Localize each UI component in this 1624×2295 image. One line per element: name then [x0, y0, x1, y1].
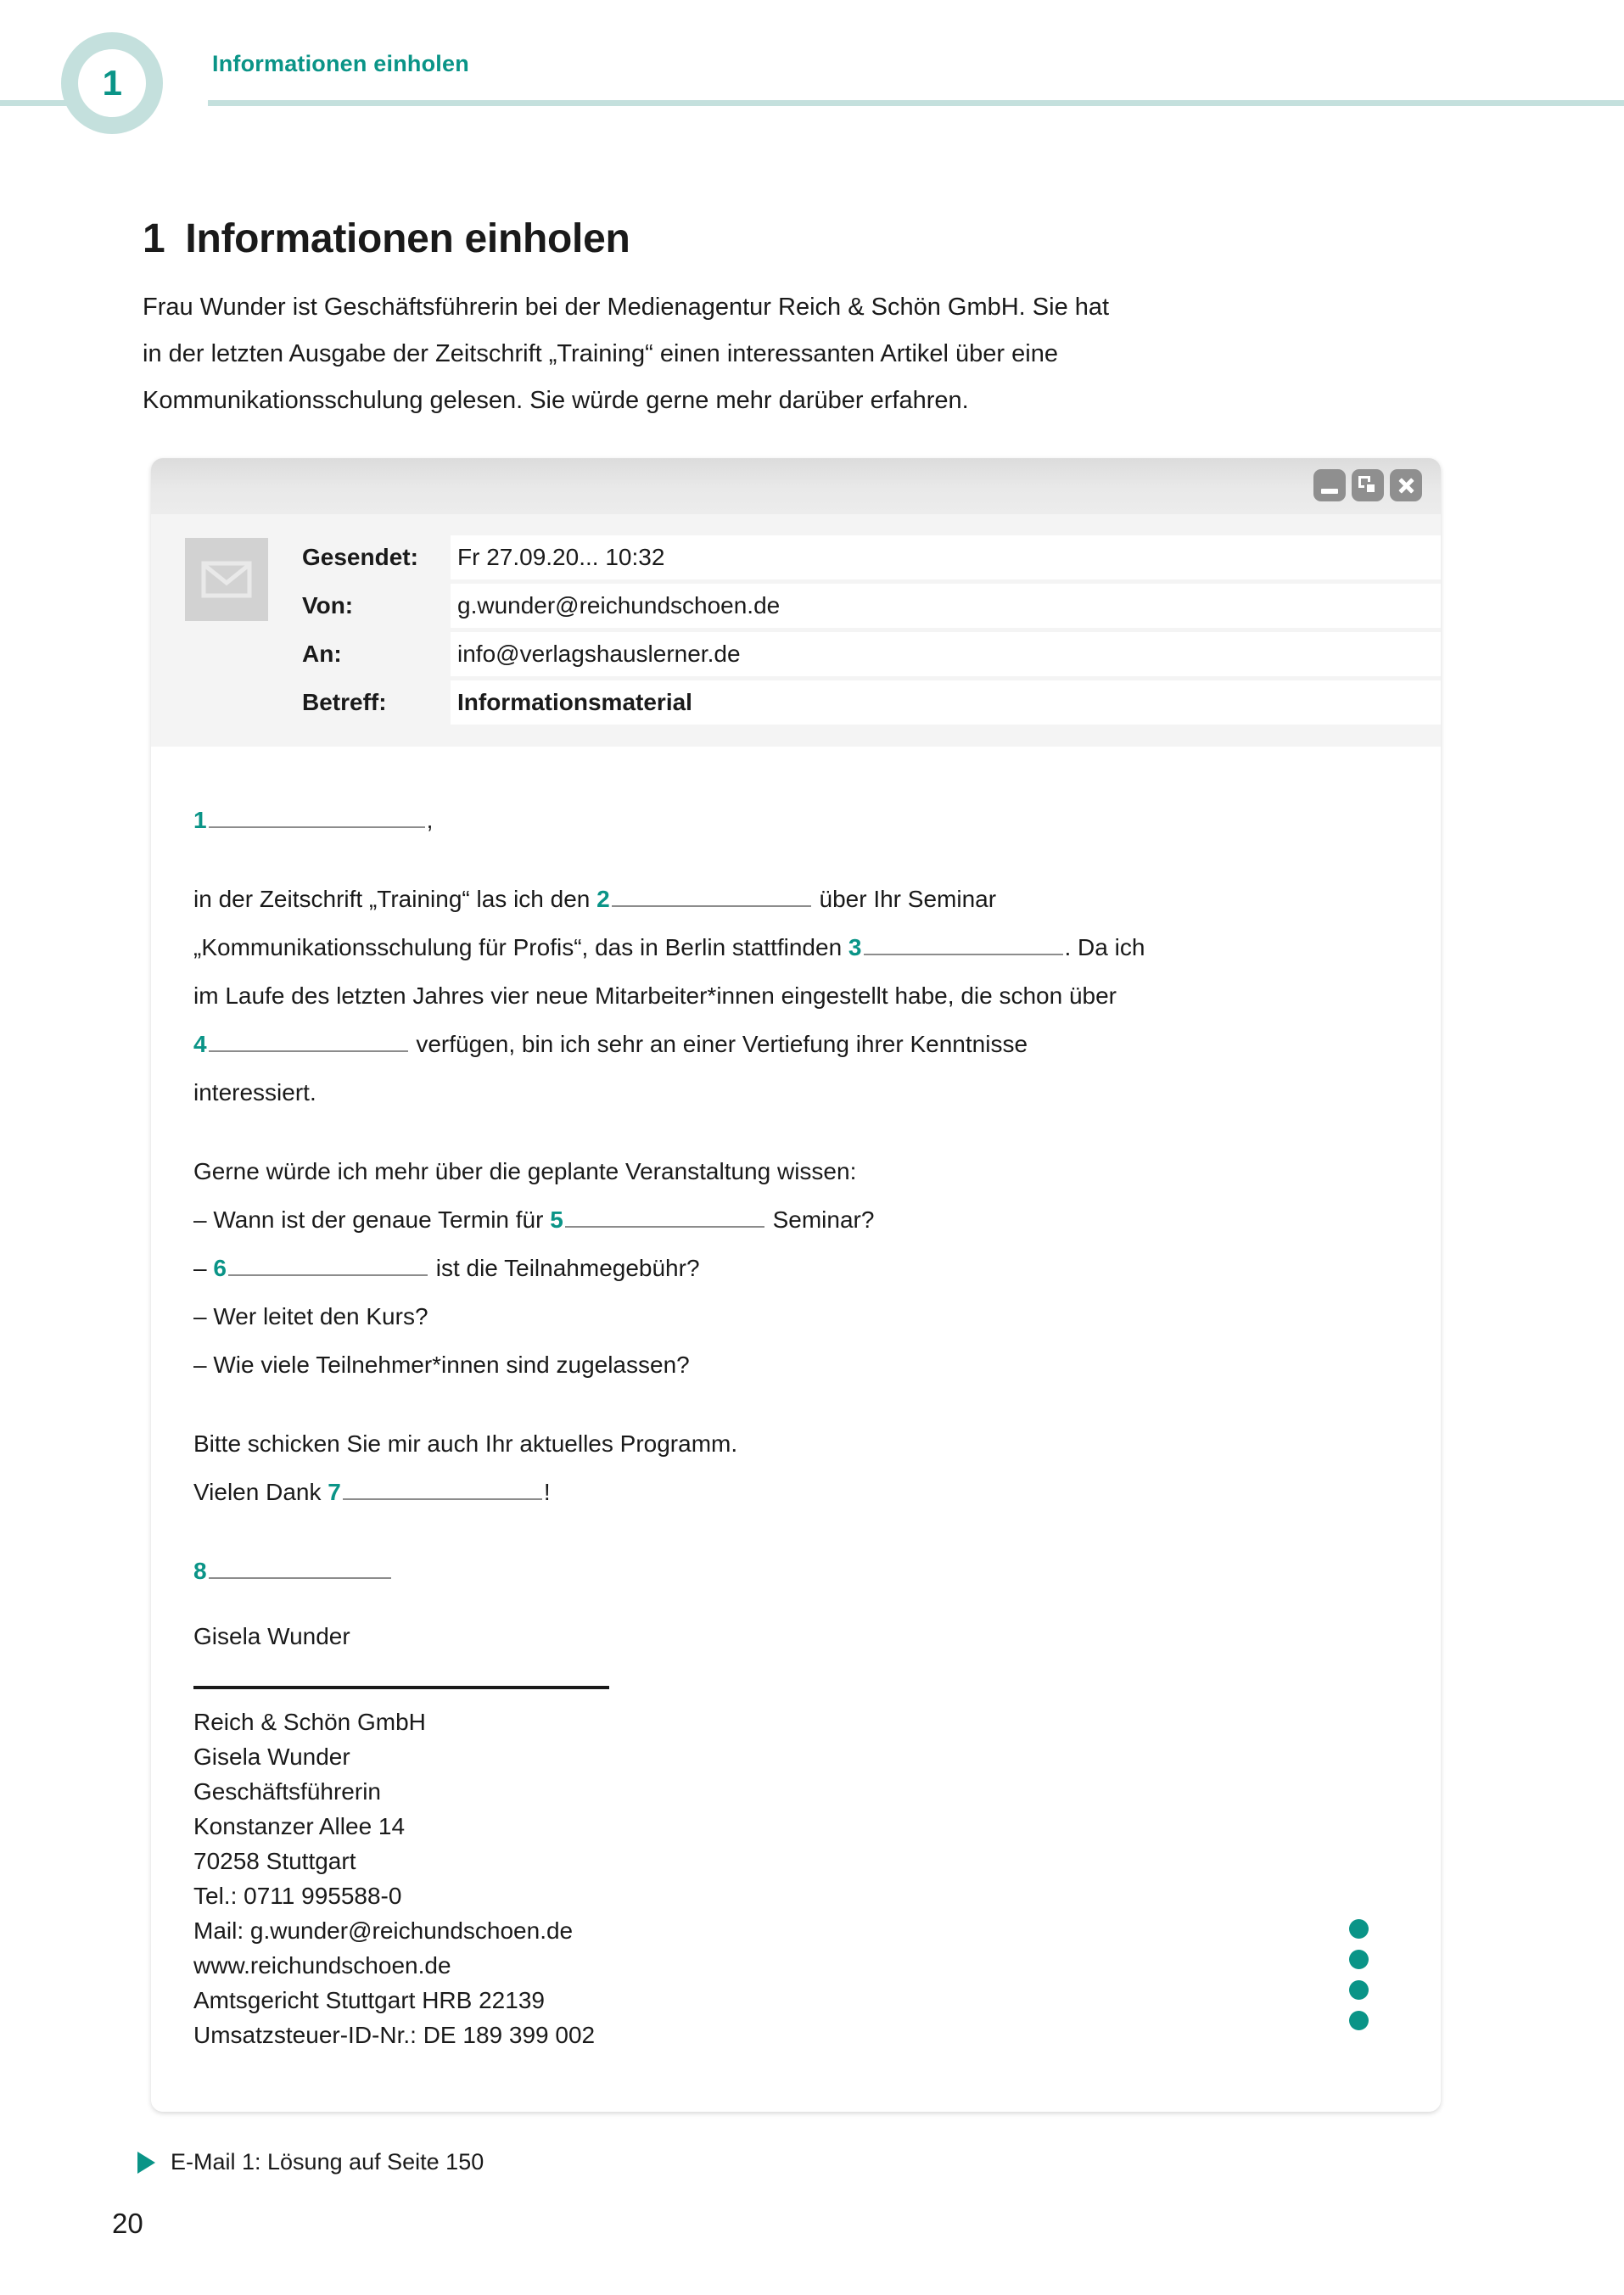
salutation-comma: ,	[426, 807, 434, 833]
dot-icon	[1349, 1980, 1369, 2000]
field-value-betreff[interactable]: Informationsmaterial	[451, 680, 1441, 725]
email-window	[151, 458, 1441, 2112]
answer-blank-8[interactable]	[209, 1557, 391, 1579]
intro-line-1: Frau Wunder ist Geschäftsführerin bei der Medienagentur Reich & Schön GmbH. Sie hat	[143, 294, 1110, 321]
email-field-row	[302, 581, 1441, 630]
body-text-1b: über Ihr Seminar	[819, 886, 997, 912]
question-1b: Seminar?	[772, 1206, 875, 1233]
page-title-number: 1	[143, 216, 165, 262]
page-number: 20	[112, 2208, 143, 2239]
body-text-2b: . Da ich	[1064, 934, 1145, 960]
email-field-row	[302, 678, 1441, 726]
blank-number-7: 7	[328, 1479, 341, 1505]
signature-line: Amtsgericht Stuttgart HRB 22139	[193, 1987, 545, 2013]
signature-line: Umsatzsteuer-ID-Nr.: DE 189 399 002	[193, 2022, 596, 2048]
spacer	[193, 1595, 1390, 1612]
running-head-rule-right	[208, 100, 1624, 106]
blank-number-8: 8	[193, 1558, 207, 1584]
blank-number-5: 5	[550, 1206, 563, 1233]
page-title-text: Informationen einholen	[185, 216, 630, 262]
signature-line: Geschäftsführerin	[193, 1778, 381, 1805]
body-text-5: interessiert.	[193, 1079, 316, 1106]
spacer	[193, 1389, 1390, 1419]
question-2-dash: –	[193, 1255, 207, 1281]
caption-text: E-Mail 1: Lösung auf Seite 150	[171, 2149, 484, 2175]
signature-line: Tel.: 0711 995588-0	[193, 1883, 402, 1909]
signature-divider	[193, 1686, 609, 1689]
signature-line: Reich & Schön GmbH	[193, 1709, 426, 1735]
question-line-2	[193, 1244, 1390, 1292]
body-line-2	[193, 923, 1390, 971]
question-1a: – Wann ist der genaue Termin für	[193, 1206, 544, 1233]
email-field-row	[302, 630, 1441, 678]
question-line-4	[193, 1341, 1390, 1389]
spacer	[193, 844, 1390, 875]
body-text-4a: verfügen, bin ich sehr an einer Vertiefung ihrer Kenntnisse	[416, 1031, 1028, 1057]
spacer	[193, 1117, 1390, 1147]
blank-number-6: 6	[213, 1255, 227, 1281]
dot-icon	[1349, 1919, 1369, 1939]
caption	[137, 2149, 484, 2175]
closing-line-2	[193, 1468, 1390, 1516]
questions-intro-text: Gerne würde ich mehr über die geplante Veranstaltung wissen:	[193, 1158, 857, 1184]
signature-line: Mail: g.wunder@reichundschoen.de	[193, 1917, 574, 1944]
signoff-line	[193, 1547, 1390, 1595]
page-title	[143, 216, 630, 262]
field-label-betreff: Betreff:	[302, 688, 387, 715]
sender-name-text: Gisela Wunder	[193, 1623, 350, 1649]
intro-paragraph	[143, 284, 1441, 424]
signature-block	[193, 1708, 1390, 2049]
field-label-gesendet: Gesendet:	[302, 543, 418, 570]
signature-line: www.reichundschoen.de	[193, 1952, 451, 1979]
closing-text-2b: !	[543, 1479, 551, 1505]
body-text-2a: „Kommunikationsschulung für Profis“, das in Berlin stattfinden	[193, 934, 843, 960]
signature-line: Konstanzer Allee 14	[193, 1813, 406, 1839]
field-value-gesendet[interactable]: Fr 27.09.20... 10:32	[451, 535, 1441, 579]
blank-number-1: 1	[193, 807, 207, 833]
closing-text-2a: Vielen Dank	[193, 1479, 322, 1505]
body-text-1a: in der Zeitschrift „Training“ las ich den	[193, 886, 591, 912]
field-label-an: An:	[302, 640, 342, 667]
field-value-an[interactable]: info@verlagshauslerner.de	[451, 632, 1441, 676]
blank-number-4: 4	[193, 1031, 207, 1057]
sender-name	[193, 1612, 1390, 1660]
restore-icon[interactable]	[1352, 469, 1384, 501]
triangle-right-icon	[137, 2152, 155, 2174]
email-body	[151, 747, 1441, 2112]
signature-line: 70258 Stuttgart	[193, 1848, 356, 1874]
questions-intro	[193, 1147, 1390, 1195]
email-field-row	[302, 533, 1441, 581]
answer-blank-6[interactable]	[228, 1254, 428, 1276]
question-line-3	[193, 1292, 1390, 1341]
answer-blank-2[interactable]	[612, 885, 811, 907]
signature-line: Gisela Wunder	[193, 1744, 350, 1770]
body-line-5	[193, 1068, 1390, 1117]
closing-text-1: Bitte schicken Sie mir auch Ihr aktuelles Programm.	[193, 1430, 738, 1457]
question-2b: ist die Teilnahmegebühr?	[435, 1255, 700, 1281]
running-head	[0, 0, 1624, 161]
closing-line-1	[193, 1419, 1390, 1468]
dot-icon	[1349, 1950, 1369, 1969]
body-line-4	[193, 1020, 1390, 1068]
dot-icon	[1349, 2011, 1369, 2030]
spacer	[193, 1516, 1390, 1547]
decorative-dots	[1349, 1919, 1369, 2030]
email-body-text	[151, 796, 1441, 2049]
email-header-fields	[151, 514, 1441, 747]
blank-number-3: 3	[848, 934, 862, 960]
close-icon[interactable]	[1390, 469, 1422, 501]
chapter-badge	[61, 32, 163, 134]
body-line-1	[193, 875, 1390, 923]
question-line-1	[193, 1195, 1390, 1244]
answer-blank-7[interactable]	[343, 1478, 542, 1500]
field-label-von: Von:	[302, 591, 354, 619]
salutation-line	[193, 796, 1390, 844]
blank-number-2: 2	[596, 886, 610, 912]
answer-blank-4[interactable]	[209, 1030, 408, 1052]
envelope-icon	[185, 538, 268, 621]
intro-line-2: in der letzten Ausgabe der Zeitschrift „Training“ einen interessanten Artikel über eine	[143, 340, 1058, 367]
email-field-list	[302, 533, 1441, 726]
chapter-badge-number: 1	[102, 63, 122, 103]
question-4: – Wie viele Teilnehmer*innen sind zugelassen?	[193, 1352, 690, 1378]
email-icon-column	[151, 533, 302, 726]
answer-blank-5[interactable]	[565, 1206, 764, 1228]
minimize-icon[interactable]	[1313, 469, 1346, 501]
intro-line-3: Kommunikationsschulung gelesen. Sie würde gerne mehr darüber erfahren.	[143, 387, 969, 414]
field-value-von[interactable]: g.wunder@reichundschoen.de	[451, 584, 1441, 628]
question-3: – Wer leitet den Kurs?	[193, 1303, 428, 1329]
email-window-titlebar	[151, 458, 1441, 514]
window-controls	[1313, 469, 1422, 501]
body-line-3	[193, 971, 1390, 1020]
answer-blank-3[interactable]	[864, 933, 1063, 955]
running-head-title: Informationen einholen	[212, 51, 469, 76]
answer-blank-1[interactable]	[209, 806, 425, 828]
body-text-3: im Laufe des letzten Jahres vier neue Mitarbeiter*innen eingestellt habe, die schon über	[193, 982, 1117, 1009]
